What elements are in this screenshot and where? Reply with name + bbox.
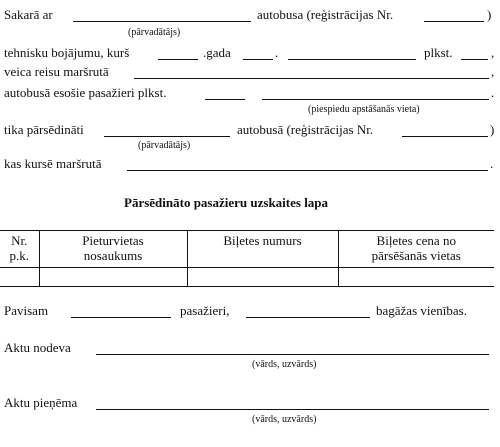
header-price-line1: Biļetes cena no — [376, 233, 456, 248]
route-field-1[interactable] — [134, 78, 489, 79]
table-row — [0, 268, 494, 287]
label-autobusa-reg: autobusa (reģistrācijas Nr. — [257, 7, 394, 22]
label-kas-kurse: kas kursē maršrutā — [4, 156, 102, 171]
received-by-field[interactable] — [96, 409, 489, 410]
carrier-field-1[interactable] — [73, 21, 251, 22]
dot-row6: . — [490, 156, 494, 171]
comma-row2: , — [491, 45, 495, 60]
passenger-table — [0, 230, 494, 287]
cell-ticket-number[interactable] — [187, 268, 338, 287]
label-pasazieri-plkst: autobusā esošie pasažieri plkst. — [4, 85, 167, 100]
day-field[interactable] — [243, 59, 273, 60]
header-stop-name — [39, 231, 187, 268]
carrier-field-2[interactable] — [104, 136, 230, 137]
route-field-2[interactable] — [127, 170, 488, 171]
label-plkst-1: plkst. — [424, 45, 453, 60]
header-nr — [0, 231, 39, 268]
reg-number-field-2[interactable] — [402, 136, 488, 137]
label-sakara-ar: Sakarā ar — [4, 7, 53, 22]
handed-by-field[interactable] — [96, 354, 489, 355]
header-price-line2: pārsēšanās vietas — [371, 248, 461, 263]
caption-name-1: (vārds, uzvārds) — [252, 359, 317, 370]
label-pavisam: Pavisam — [4, 303, 49, 318]
label-tehnisku-bojajumu: tehnisku bojājumu, kurš — [4, 45, 130, 60]
label-veica-reisu: veica reisu maršrutā — [4, 64, 109, 79]
time-field-2[interactable] — [205, 99, 245, 100]
label-aktu-pienema: Aktu pieņēma — [4, 395, 78, 410]
paren-close-2: ) — [490, 122, 495, 137]
label-dot-date: . — [275, 45, 279, 60]
table-title: Pārsēdināto pasažieru uzskaites lapa — [124, 195, 329, 210]
table-header-row — [0, 231, 494, 268]
caption-carrier-1: (pārvadātājs) — [128, 27, 181, 38]
label-aktu-nodeva: Aktu nodeva — [4, 340, 71, 355]
label-tika-parsedinati: tika pārsēdināti — [4, 122, 84, 137]
header-ticket-text: Biļetes numurs — [223, 233, 302, 248]
label-gada: .gada — [203, 45, 231, 60]
month-field[interactable] — [288, 59, 416, 60]
label-autobusa-reg-2: autobusā (reģistrācijas Nr. — [237, 122, 374, 137]
time-field-1[interactable] — [461, 59, 488, 60]
header-ticket-number — [187, 231, 338, 268]
header-ticket-price — [338, 231, 494, 268]
cell-ticket-price[interactable] — [338, 268, 494, 287]
header-nr-line2: p.k. — [9, 248, 29, 263]
passenger-count-field[interactable] — [71, 317, 171, 318]
label-bagazas: bagāžas vienības. — [376, 303, 467, 318]
cell-stop-name[interactable] — [39, 268, 187, 287]
paren-close-1: ) — [487, 7, 492, 22]
caption-stop-location: (piespiedu apstāšanās vieta) — [308, 104, 420, 115]
label-pasazieri: pasažieri, — [180, 303, 230, 318]
comma-row3: , — [491, 64, 495, 79]
year-field[interactable] — [158, 59, 198, 60]
caption-carrier-2: (pārvadātājs) — [138, 140, 191, 151]
dot-row4: . — [491, 85, 495, 100]
header-nr-line1: Nr. — [11, 233, 28, 248]
header-stop-line2: nosaukums — [83, 248, 143, 263]
cell-nr[interactable] — [0, 268, 39, 287]
stop-location-field[interactable] — [262, 99, 489, 100]
header-stop-line1: Pieturvietas — [82, 233, 144, 248]
caption-name-2: (vārds, uzvārds) — [252, 414, 317, 425]
reg-number-field-1[interactable] — [424, 21, 484, 22]
baggage-count-field[interactable] — [246, 317, 370, 318]
